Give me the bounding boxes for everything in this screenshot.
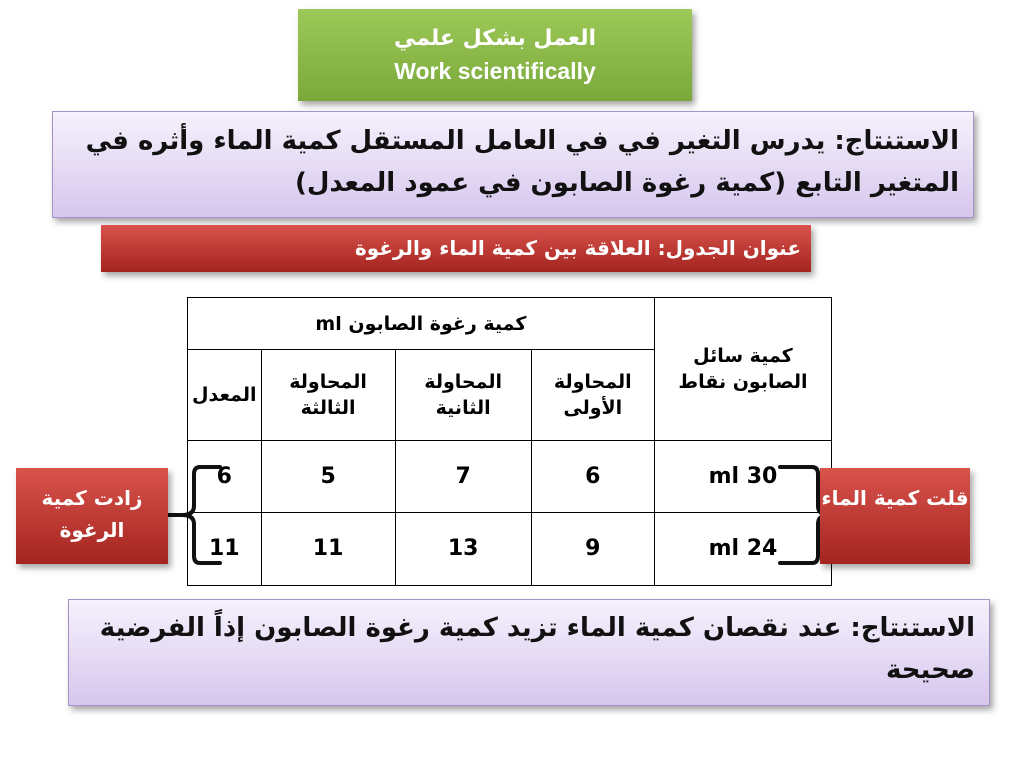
foam-increased-label	[16, 468, 168, 564]
header-average: المعدل	[188, 350, 262, 441]
cell-water-amount: 24 ml	[654, 513, 831, 586]
cell-average: 6	[188, 441, 262, 513]
foam-increased-text: زادت كمية الرغوة	[41, 486, 143, 542]
cell-trial-1: 9	[531, 513, 654, 586]
cell-trial-3: 11	[261, 513, 395, 586]
results-table	[187, 297, 832, 586]
header-trial-3: المحاولة الثالثة	[261, 350, 395, 441]
header-soap-foam-group: كمية رغوة الصابون ml	[188, 298, 655, 350]
cell-trial-3: 5	[261, 441, 395, 513]
title-box	[298, 9, 692, 101]
conclusion-bottom-box	[68, 599, 990, 706]
title-english: Work scientifically	[394, 58, 596, 84]
conclusion-top-box	[52, 111, 974, 218]
header-independent-variable: كمية سائل الصابون نقاط	[654, 298, 831, 441]
cell-average: 11	[188, 513, 262, 586]
conclusion-bottom-text: الاستنتاج: عند نقصان كمية الماء تزيد كمية رغوة الصابون إذاً الفرضية صحيحة	[99, 613, 975, 685]
cell-trial-2: 13	[395, 513, 531, 586]
conclusion-top-text: الاستنتاج: يدرس التغير في في العامل المستقل كمية الماء وأثره في المتغير التابع (كمية رغوة الصابون في عمود المعدل)	[85, 126, 959, 198]
table-row	[188, 513, 832, 586]
left-brace-icon	[162, 462, 222, 568]
table-header-row-1	[188, 298, 832, 350]
water-decreased-text: قلت كمية الماء	[821, 486, 969, 510]
cell-trial-1: 6	[531, 441, 654, 513]
title-arabic: العمل بشكل علمي	[393, 26, 597, 51]
cell-trial-2: 7	[395, 441, 531, 513]
header-trial-2: المحاولة الثانية	[395, 350, 531, 441]
water-decreased-label	[820, 468, 970, 564]
header-trial-1: المحاولة الأولى	[531, 350, 654, 441]
table-title-box	[101, 225, 811, 272]
table-row	[188, 441, 832, 513]
cell-water-amount: 30 ml	[654, 441, 831, 513]
table-title-text: عنوان الجدول: العلاقة بين كمية الماء والرغوة	[354, 236, 801, 260]
